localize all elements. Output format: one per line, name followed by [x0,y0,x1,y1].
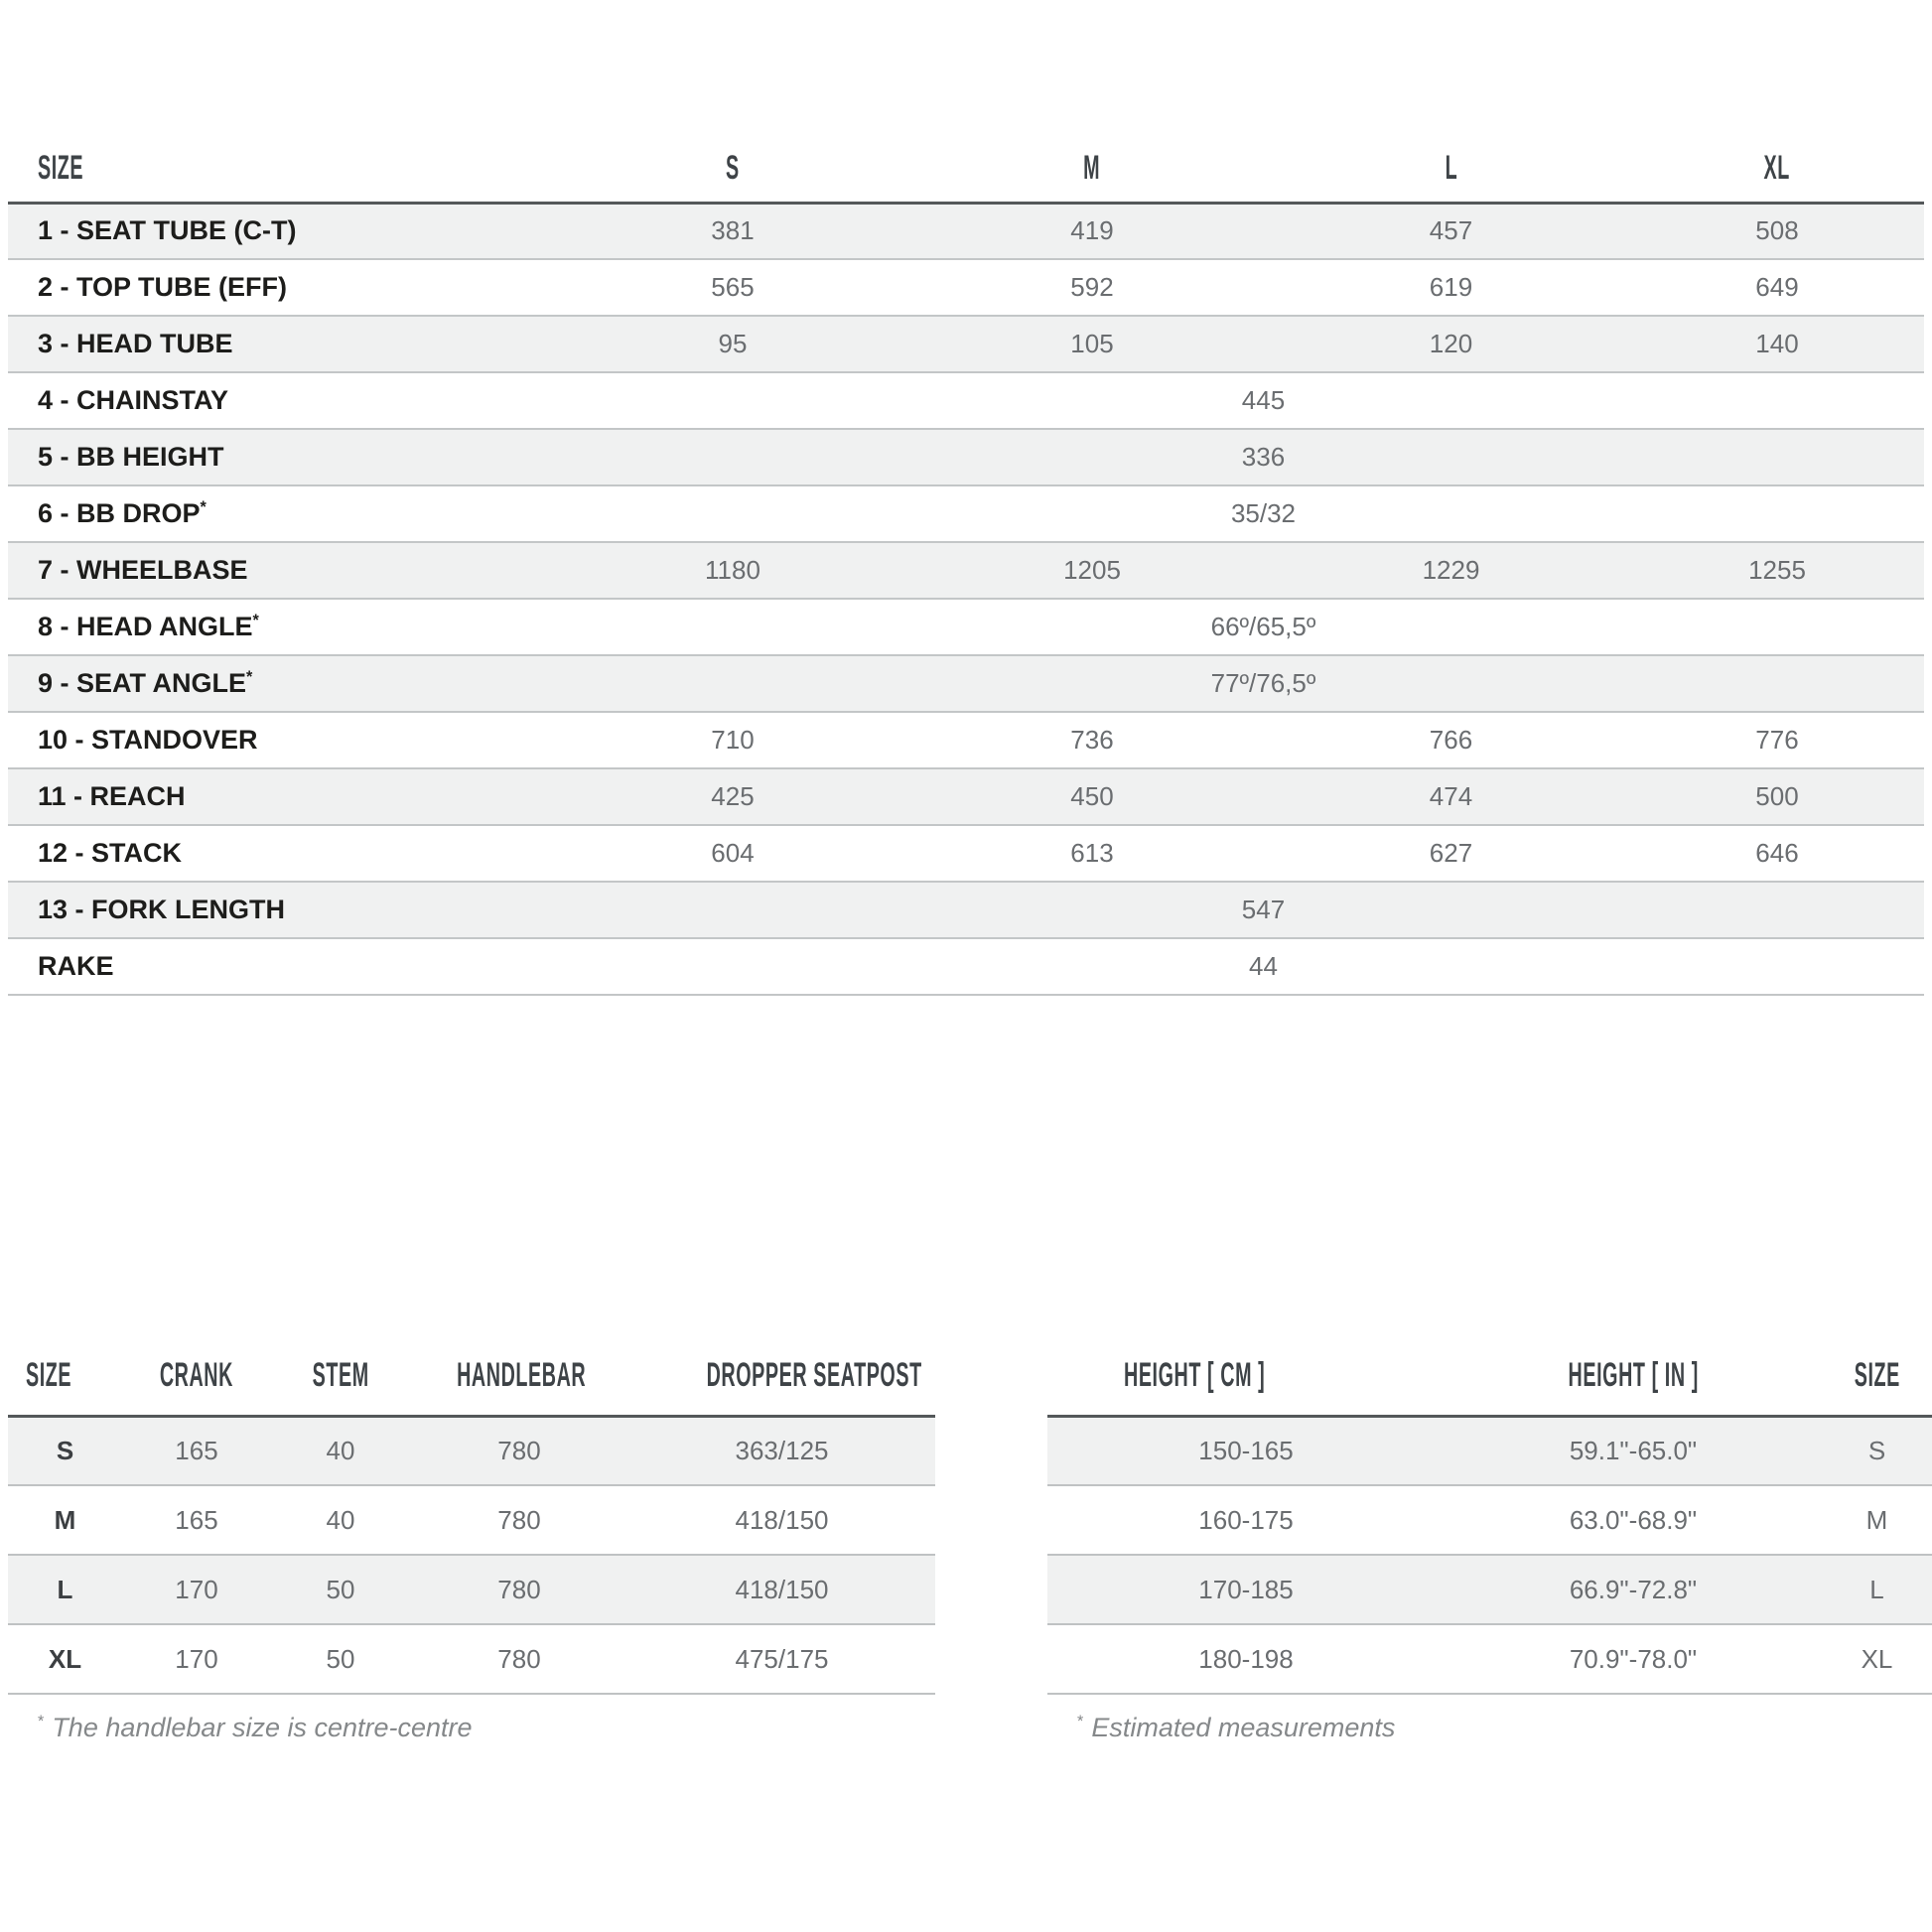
geometry-value: 140 [1755,329,1799,358]
components-size-cell: S [56,1435,74,1465]
geometry-row-label: 8 - HEAD ANGLE* [38,612,259,641]
column-header-label: M [1083,148,1101,187]
components-value: 170 [175,1643,218,1674]
components-value: 165 [175,1504,218,1535]
geometry-col-header-s [553,135,912,203]
sizing-col-header-size [1822,1336,1932,1416]
column-header-label: HANDLEBAR [457,1355,587,1394]
sizing-header-row [1047,1336,1932,1416]
geometry-value: 619 [1429,272,1473,302]
components-header-row [8,1336,935,1416]
geometry-row [8,429,1924,485]
sizing-value: 170-185 [1198,1574,1294,1604]
column-header-label: SIZE [38,148,84,187]
geometry-row [8,655,1924,712]
geometry-row-label: 13 - FORK LENGTH [38,895,286,924]
components-value: 40 [326,1435,355,1465]
geometry-value-span: 77º/76,5º [1210,668,1316,698]
components-footnote [8,1713,935,1743]
geometry-value: 105 [1070,329,1114,358]
components-col-header-crank [122,1336,271,1416]
column-header-label: SIZE [25,1355,71,1394]
sizing-table [1047,1336,1932,1695]
geometry-row [8,882,1924,938]
geometry-row-label: 11 - REACH [38,781,186,811]
components-footnote-text: The handlebar size is centre-centre [52,1713,473,1742]
components-value: 50 [326,1574,355,1604]
components-value: 475/175 [735,1643,829,1674]
geometry-value: 120 [1429,329,1473,358]
geometry-value: 457 [1429,215,1473,246]
geometry-value: 646 [1755,838,1799,868]
geometry-table [8,135,1924,996]
footnote-marker: * [252,612,259,629]
column-header-label: CRANK [159,1355,234,1394]
sizing-table-body [1047,1416,1932,1694]
geometry-value: 1180 [705,555,760,585]
geometry-value: 592 [1070,272,1114,302]
footnote-marker: * [38,1713,45,1730]
geometry-row [8,599,1924,655]
components-value: 780 [497,1574,541,1604]
geometry-row [8,768,1924,825]
geometry-value: 613 [1070,838,1114,868]
components-value: 780 [497,1504,541,1535]
components-col-header-size [8,1336,122,1416]
geometry-value: 419 [1070,215,1114,246]
geometry-value: 649 [1755,272,1799,302]
geometry-value: 776 [1755,725,1799,755]
column-header-label: HEIGHT [ CM ] [1124,1355,1266,1394]
geometry-row-label: 5 - BB HEIGHT [38,442,224,472]
column-header-label: S [726,148,740,187]
geometry-value: 474 [1429,781,1473,811]
geometry-value-span: 44 [1249,951,1278,981]
geometry-value: 1229 [1422,555,1480,585]
geometry-row [8,372,1924,429]
geometry-value-span: 66º/65,5º [1210,612,1316,641]
sizing-value: 63.0"-68.9" [1569,1504,1698,1535]
geometry-value: 736 [1070,725,1114,755]
components-size-cell: M [54,1504,76,1535]
sizing-value: 66.9"-72.8" [1569,1574,1698,1604]
geometry-row-label: 6 - BB DROP* [38,498,207,528]
column-header-label: HEIGHT [ IN ] [1568,1355,1699,1394]
column-header-label: L [1445,148,1457,187]
geometry-row [8,316,1924,372]
footnote-marker: * [246,668,253,686]
geometry-value: 95 [718,329,748,358]
geometry-row-label: 1 - SEAT TUBE (C-T) [38,215,297,246]
geometry-row-label: 12 - STACK [38,838,183,868]
geometry-row [8,938,1924,995]
geometry-header-row [8,135,1924,203]
geometry-value-span: 336 [1241,442,1286,472]
geometry-row-label: 10 - STANDOVER [38,725,258,755]
components-value: 50 [326,1643,355,1674]
column-header-label: STEM [312,1355,369,1394]
column-header-label: XL [1763,148,1791,187]
sizing-row [1047,1485,1932,1555]
footnote-marker: * [200,498,207,516]
sizing-row [1047,1624,1932,1694]
geometry-row [8,485,1924,542]
geometry-row-label: 4 - CHAINSTAY [38,385,229,415]
geometry-table-body [8,203,1924,995]
geometry-value: 500 [1755,781,1799,811]
components-table [8,1336,935,1695]
sizing-footnote-text: Estimated measurements [1091,1713,1396,1742]
geometry-col-header-l [1272,135,1630,203]
sizing-col-header-height-cm- [1047,1336,1445,1416]
sizing-size-cell: M [1865,1504,1888,1535]
components-value: 165 [175,1435,218,1465]
geometry-value: 565 [711,272,755,302]
components-value: 780 [497,1643,541,1674]
components-table-body [8,1416,935,1694]
components-value: 170 [175,1574,218,1604]
sizing-value: 150-165 [1198,1435,1294,1465]
geometry-value: 381 [711,215,755,246]
sizing-section [1047,1336,1932,1743]
components-row [8,1624,935,1694]
components-value: 418/150 [735,1504,829,1535]
footnote-marker: * [1077,1713,1084,1730]
geometry-col-header-m [912,135,1272,203]
geometry-row [8,712,1924,768]
geometry-value-span: 445 [1241,385,1286,415]
geometry-row [8,542,1924,599]
components-section [8,1336,935,1743]
geometry-row [8,259,1924,316]
geometry-row-label: 9 - SEAT ANGLE* [38,668,253,698]
components-value: 363/125 [735,1435,829,1465]
components-value: 418/150 [735,1574,829,1604]
geometry-value: 604 [711,838,755,868]
geometry-row-label: 3 - HEAD TUBE [38,329,233,358]
geometry-value: 1255 [1748,555,1806,585]
geometry-row [8,825,1924,882]
geometry-value: 425 [711,781,755,811]
geometry-value: 508 [1755,215,1799,246]
geometry-value: 710 [711,725,755,755]
components-col-header-dropper-seatpost [628,1336,935,1416]
column-header-label: DROPPER SEATPOST [706,1355,922,1394]
geometry-col-header-size [8,135,553,203]
sizing-value: 70.9"-78.0" [1569,1643,1698,1674]
components-row [8,1555,935,1624]
geometry-value: 766 [1429,725,1473,755]
geometry-col-header-xl [1630,135,1924,203]
column-header-label: SIZE [1854,1355,1900,1394]
components-col-header-stem [271,1336,410,1416]
geometry-value-span: 35/32 [1230,498,1297,528]
components-size-cell: XL [48,1643,82,1674]
geometry-value: 627 [1429,838,1473,868]
components-row [8,1485,935,1555]
components-row [8,1416,935,1485]
components-value: 40 [326,1504,355,1535]
bottom-section [0,1336,1932,1743]
sizing-value: 59.1"-65.0" [1569,1435,1698,1465]
geometry-value-span: 547 [1241,895,1286,924]
components-col-header-handlebar [410,1336,628,1416]
geometry-row-label: 2 - TOP TUBE (EFF) [38,272,288,302]
sizing-col-header-height-in- [1445,1336,1822,1416]
sizing-value: 180-198 [1198,1643,1294,1674]
components-value: 780 [497,1435,541,1465]
geometry-row-label: 7 - WHEELBASE [38,555,248,585]
sizing-row [1047,1416,1932,1485]
sizing-value: 160-175 [1198,1504,1294,1535]
sizing-size-cell: L [1869,1574,1884,1604]
sizing-row [1047,1555,1932,1624]
sizing-size-cell: XL [1861,1643,1893,1674]
sizing-footnote [1047,1713,1932,1743]
geometry-row-label: RAKE [38,951,114,981]
geometry-value: 450 [1070,781,1114,811]
geometry-row [8,203,1924,259]
sizing-size-cell: S [1867,1435,1886,1465]
geometry-value: 1205 [1063,555,1121,585]
components-size-cell: L [57,1574,73,1604]
